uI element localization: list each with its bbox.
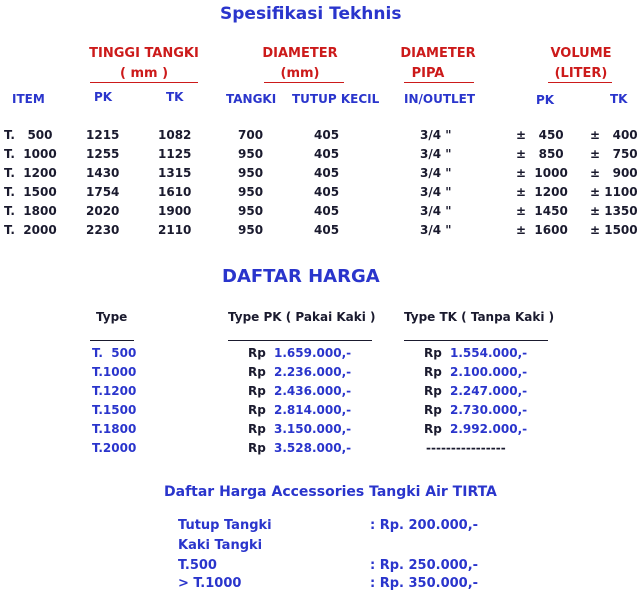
subheader-tangki: TANGKI	[226, 92, 277, 106]
header-volume-unit: (LITER)	[554, 66, 608, 81]
price-pk-currency: Rp	[248, 441, 266, 455]
price-pk-underline	[228, 340, 372, 341]
header-diameter: DIAMETER	[262, 46, 338, 61]
price-pk-value: 3.528.000,-	[274, 441, 352, 455]
spec-pipa: 3/4 "	[420, 147, 452, 161]
spec-vol-pk: ± 1600	[516, 223, 568, 237]
header-tinggi-unit: ( mm )	[119, 66, 169, 81]
header-tinggi-tangki: TINGGI TANGKI	[89, 46, 199, 61]
price-header-pk: Type PK ( Pakai Kaki )	[228, 310, 376, 324]
header-volume: VOLUME	[550, 46, 612, 61]
header-diameter-pipa: DIAMETER	[400, 46, 476, 61]
price-header-tk: Type TK ( Tanpa Kaki )	[404, 310, 555, 324]
accessory-label: Tutup Tangki	[178, 518, 272, 533]
spec-tutup: 405	[314, 147, 340, 161]
accessory-price: : Rp. 250.000,-	[370, 558, 479, 573]
accessory-label: T.500	[178, 558, 217, 573]
price-row	[0, 403, 644, 421]
accessory-label: Kaki Tangki	[178, 538, 263, 553]
accessory-price: : Rp. 200.000,-	[370, 518, 479, 533]
spec-tangki: 950	[238, 147, 264, 161]
spec-tangki: 950	[238, 166, 264, 180]
spec-tk: 1082	[158, 128, 192, 142]
price-row	[0, 365, 644, 383]
spec-pipa: 3/4 "	[420, 128, 452, 142]
price-type: T.1500	[92, 403, 137, 417]
price-tk-value: 2.730.000,-	[450, 403, 528, 417]
price-pk-currency: Rp	[248, 422, 266, 436]
spec-pipa: 3/4 "	[420, 185, 452, 199]
spec-vol-pk: ± 1000	[516, 166, 568, 180]
spec-tk: 1315	[158, 166, 192, 180]
subheader-pk: PK	[94, 90, 113, 104]
spec-pk: 1215	[86, 128, 120, 142]
price-pk-currency: Rp	[248, 403, 266, 417]
subheader-tutup-kecil: TUTUP KECIL	[292, 92, 380, 106]
price-type: T.1000	[92, 365, 137, 379]
price-tk-underline	[404, 340, 548, 341]
spec-tangki: 950	[238, 223, 264, 237]
price-pk-currency: Rp	[248, 346, 266, 360]
price-tk-value: 2.100.000,-	[450, 365, 528, 379]
spec-row	[0, 147, 644, 165]
price-row	[0, 422, 644, 440]
spec-tk: 1125	[158, 147, 192, 161]
spec-pk: 1255	[86, 147, 120, 161]
price-type: T. 500	[92, 346, 137, 360]
subheader-item: ITEM	[12, 92, 45, 106]
spec-row	[0, 185, 644, 203]
spec-item: T. 2000	[4, 223, 57, 237]
accessory-label: > T.1000	[178, 576, 242, 591]
price-title: DAFTAR HARGA	[222, 266, 380, 287]
price-tk-currency: Rp	[424, 384, 442, 398]
price-pk-currency: Rp	[248, 365, 266, 379]
spec-pk: 2020	[86, 204, 120, 218]
header-diameter-underline	[264, 82, 344, 83]
price-pk-value: 3.150.000,-	[274, 422, 352, 436]
spec-pk: 1754	[86, 185, 120, 199]
spec-tangki: 700	[238, 128, 264, 142]
spec-vol-tk: ± 900	[590, 166, 638, 180]
spec-pipa: 3/4 "	[420, 166, 452, 180]
price-type: T.2000	[92, 441, 137, 455]
price-tk-currency: Rp	[424, 365, 442, 379]
accessory-price: : Rp. 350.000,-	[370, 576, 479, 591]
header-tinggi-underline	[90, 82, 198, 83]
price-type: T.1200	[92, 384, 137, 398]
spec-item: T. 1200	[4, 166, 57, 180]
spec-pipa: 3/4 "	[420, 204, 452, 218]
spec-vol-tk: ± 400	[590, 128, 638, 142]
spec-tutup: 405	[314, 185, 340, 199]
spec-title: Spesifikasi Tekhnis	[220, 4, 402, 24]
price-pk-currency: Rp	[248, 384, 266, 398]
price-pk-value: 1.659.000,-	[274, 346, 352, 360]
spec-item: T. 1000	[4, 147, 57, 161]
price-tk-currency: Rp	[424, 403, 442, 417]
spec-row	[0, 223, 644, 241]
spec-vol-tk: ± 1500	[590, 223, 638, 237]
spec-tk: 1610	[158, 185, 192, 199]
spec-tk: 1900	[158, 204, 192, 218]
spec-vol-tk: ± 1350	[590, 204, 638, 218]
spec-item: T. 500	[4, 128, 53, 142]
spec-row	[0, 204, 644, 222]
subheader-volume-tk: TK	[610, 92, 628, 106]
price-tk-value: 2.992.000,-	[450, 422, 528, 436]
spec-vol-pk: ± 1200	[516, 185, 568, 199]
price-tk-value: 2.247.000,-	[450, 384, 528, 398]
header-pipa-underline	[404, 82, 474, 83]
price-tk-currency: Rp	[424, 346, 442, 360]
spec-tutup: 405	[314, 128, 340, 142]
spec-tutup: 405	[314, 166, 340, 180]
spec-tangki: 950	[238, 204, 264, 218]
price-type-underline	[90, 340, 134, 341]
header-diameter-unit: (mm)	[280, 66, 320, 81]
subheader-tk: TK	[166, 90, 184, 104]
spec-pipa: 3/4 "	[420, 223, 452, 237]
spec-vol-pk: ± 450	[516, 128, 564, 142]
subheader-in-outlet: IN/OUTLET	[404, 92, 476, 106]
spec-pk: 1430	[86, 166, 120, 180]
price-type: T.1800	[92, 422, 137, 436]
header-volume-underline	[548, 82, 612, 83]
price-row	[0, 441, 644, 459]
price-header-type: Type	[96, 310, 128, 324]
price-row	[0, 384, 644, 402]
spec-vol-tk: ± 750	[590, 147, 638, 161]
subheader-volume-pk: PK	[536, 93, 555, 107]
price-pk-value: 2.436.000,-	[274, 384, 352, 398]
spec-vol-pk: ± 1450	[516, 204, 568, 218]
price-tk-value: ----------------	[426, 441, 506, 455]
spec-row	[0, 128, 644, 146]
price-pk-value: 2.236.000,-	[274, 365, 352, 379]
spec-item: T. 1800	[4, 204, 57, 218]
accessories-title: Daftar Harga Accessories Tangki Air TIRTA	[164, 484, 497, 500]
spec-vol-tk: ± 1100	[590, 185, 638, 199]
price-tk-value: 1.554.000,-	[450, 346, 528, 360]
spec-tk: 2110	[158, 223, 192, 237]
spec-tutup: 405	[314, 223, 340, 237]
spec-tutup: 405	[314, 204, 340, 218]
price-pk-value: 2.814.000,-	[274, 403, 352, 417]
spec-pk: 2230	[86, 223, 120, 237]
header-pipa: PIPA	[411, 66, 445, 81]
price-row	[0, 346, 644, 364]
spec-row	[0, 166, 644, 184]
price-tk-currency: Rp	[424, 422, 442, 436]
spec-item: T. 1500	[4, 185, 57, 199]
spec-vol-pk: ± 850	[516, 147, 564, 161]
spec-tangki: 950	[238, 185, 264, 199]
